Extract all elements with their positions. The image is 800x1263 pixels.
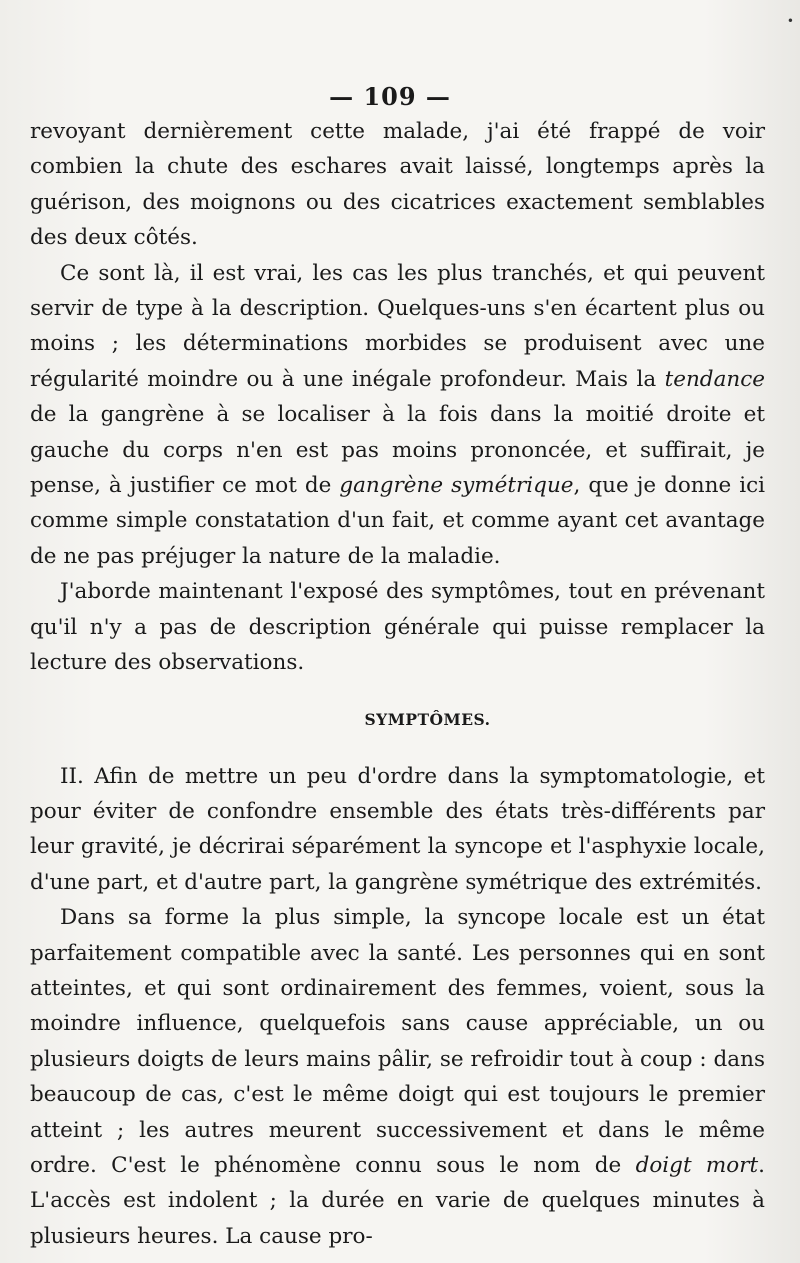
section-heading: SYMPTÔMES. [364, 709, 491, 729]
page-body [30, 114, 765, 1254]
corner-mark: • [786, 14, 794, 28]
emphasis-tendance: tendance [664, 366, 765, 392]
page-number: — 109 — [329, 82, 451, 111]
paragraph-text: , que je donne ici comme simple constatation d'un fait, et comme ayant cet avantage de ne pas préjuger la nature de la maladie. [30, 473, 765, 569]
paragraph-types [30, 256, 765, 575]
paragraph-text: . L'accès est indolent ; la durée en varie de quelques minutes à plusieurs heures. La cause pro- [30, 1152, 766, 1249]
paragraph-section-ii: II. Afin de mettre un peu d'ordre dans la symptomatologie, et pour éviter de confondre ensemble des états très-différents par leur gravité, je décrirai séparément la syncope et l'asphyxie locale, d'une part, et d'autre part, la gangrène symétrique des extrémités. [30, 763, 765, 895]
paragraph-expose: J'aborde maintenant l'exposé des symptômes, tout en prévenant qu'il n'y a pas de description générale qui puisse remplacer la lecture des observations. [30, 579, 765, 676]
paragraph-continuation: revoyant dernièrement cette malade, j'ai été frappé de voir combien la chute des eschares avait laissé, longtemps après la guérison, des moignons ou des cicatrices exactement semblables des deux côtés. [30, 119, 765, 251]
paragraph-text: Dans sa forme la plus simple, la syncope locale est un état parfaitement compatible avec la santé. Les personnes qui en sont atteintes, et qui sont ordinairement des femmes, voient, sous la moindre influence, quelquefois sans cause appréciable, un ou plusieurs doigts de leurs mains pâlir, se refroidir tout à coup : dans beaucoup de cas, c'est le même doigt qui est toujours le premier atteint ; les autres meurent successivement et dans le même ordre. C'est le phénomène connu sous le nom de [30, 905, 765, 1178]
emphasis-gangrene-symetrique: gangrène symétrique [339, 473, 574, 499]
emphasis-doigt-mort: doigt mort [635, 1152, 759, 1178]
paragraph-syncope [30, 900, 765, 1254]
paragraph-text: Ce sont là, il est vrai, les cas les plus tranchés, et qui peuvent servir de type à la description. Quelques-uns s'en écartent plus ou moins ; les déterminations morbides se produisent avec une régularité moindre ou à une inégale profondeur. Mais la [30, 260, 765, 392]
paragraph-text: de la gangrène à se localiser à la fois dans la moitié droite et gauche du corps n'en est pas moins prononcée, et suffirait, je pense, à justifier ce mot de [30, 402, 765, 499]
